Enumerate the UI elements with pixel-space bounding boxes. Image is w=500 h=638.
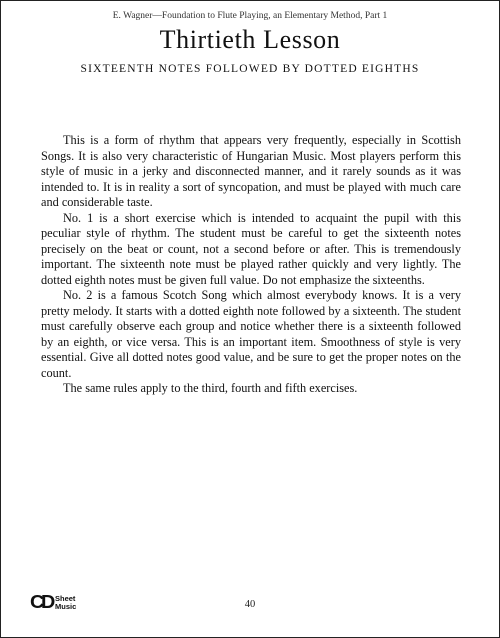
paragraph-text: No. 1 is a short exercise which is intended to acquaint the pupil with this peculiar style of rhythm. The student must be careful to get the sixteenth notes precisely on the beat or count, not a second before or after. This is tremendously important. The sixteenth note must be played rather quickly and very lightly. The dotted eighth notes must be given full value. Do not emphasize the sixteenths. <box>41 210 461 287</box>
lesson-title: Thirtieth Lesson <box>159 25 341 54</box>
paragraph-exercise-2 <box>41 288 461 381</box>
page-number: 40 <box>244 599 256 610</box>
lesson-subtitle: SIXTEENTH NOTES FOLLOWED BY DOTTED EIGHTHS <box>80 63 420 75</box>
paragraph-exercise-1 <box>41 211 461 289</box>
paragraph-text: This is a form of rhythm that appears very frequently, especially in Scottish Songs. It is also very characteristic of Hungarian Music. Most players perform this style of music in a jerky and disconnected manner, and it rarely sounds as it was intended to. It is in reality a sort of syncopation, and must be played with much care and considerable taste. <box>41 133 461 209</box>
paragraph-same-rules <box>41 381 461 397</box>
running-header: E. Wagner—Foundation to Flute Playing, an Elementary Method, Part 1 <box>112 11 388 21</box>
paragraph-text: No. 2 is a famous Scotch Song which almost everybody knows. It is a very pretty melody. It starts with a dotted eighth note followed by a sixteenth. The student must carefully observe each group and notice whether there is a sixteenth followed by an eighth, or vice versa. This is an important item. Smoothness of style is very essential. Give all dotted notes good value, and be sure to get the proper notes on the count. <box>41 288 461 380</box>
paragraph-rhythm-intro <box>41 133 461 211</box>
logo-text-line2: Music <box>55 601 77 611</box>
paragraph-text: The same rules apply to the third, fourth and fifth exercises. <box>63 381 358 395</box>
logo-text-line1: Sheet <box>55 594 76 603</box>
lesson-body <box>41 133 461 397</box>
logo-mark: CD <box>30 592 52 612</box>
